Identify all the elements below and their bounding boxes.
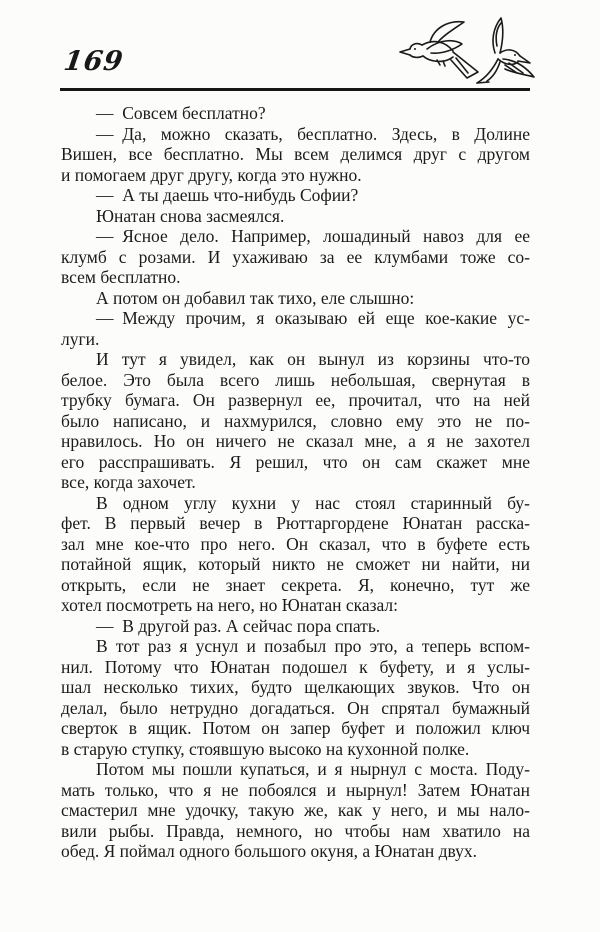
page-text	[61, 103, 530, 862]
text-line: — Да, можно сказать, бесплатно. Здесь, в Долине	[96, 123, 530, 144]
text-line: — Между прочим, я оказываю ей еще кое-какие ус-	[96, 308, 530, 328]
text-line: все, когда захочет.	[61, 472, 196, 492]
page-number: 169	[61, 46, 126, 77]
text-line: делал, было нетрудно догадаться. Он спрятал бумажный	[61, 697, 530, 718]
text-line: открыть, если не знает секрета. Я, конечно, тут же	[61, 574, 530, 595]
text-line: фет. В первый вечер в Рюттаргордене Юнатан расска-	[61, 513, 530, 533]
text-line: смастерил мне удочку, такую же, как у него, и мы нало-	[61, 800, 530, 820]
text-line: нил. Потому что Юнатан подошел к буфету, и я услы-	[61, 656, 530, 677]
doves-icon	[396, 14, 540, 88]
text-line: обед. Я поймал одного большого окуня, а Юнатан двух.	[61, 841, 478, 861]
text-line: клумб с розами. И ухаживаю за ее клумбами тоже со-	[61, 246, 530, 267]
text-line: в старую ступку, стоявшую высоко на кухонной полке.	[61, 738, 470, 759]
text-line: трубку бумага. Он развернул ее, прочитал, что на ней	[61, 390, 530, 410]
text-line: В одном углу кухни у нас стоял старинный бу-	[96, 492, 530, 513]
text-line: было написано, и нахмурился, словно ему это не по-	[61, 410, 530, 431]
text-line: всем бесплатно.	[61, 267, 181, 287]
text-line: нравилось. Но он ничего не сказал мне, а я не захотел	[61, 431, 530, 451]
text-line: А потом он добавил так тихо, еле слышно:	[96, 287, 415, 308]
text-line: Юнатан снова засмеялся.	[96, 205, 285, 226]
text-line: мать только, что я не побоялся и нырнул! Затем Юнатан	[61, 779, 530, 800]
text-line: и помогаем друг другу, когда это нужно.	[61, 164, 362, 185]
text-line: хотел посмотреть на него, но Юнатан сказал:	[61, 595, 399, 615]
text-line: потайной ящик, который никто не сможет ни найти, ни	[61, 554, 530, 574]
text-line: В тот раз я уснул и позабыл про это, а теперь вспом-	[96, 636, 530, 656]
text-line: — Ясное дело. Например, лошадиный навоз для ее	[96, 226, 530, 246]
text-line: И тут я увидел, как он вынул из корзины что-то	[96, 349, 530, 369]
text-line: луги.	[61, 328, 100, 349]
text-line: шал несколько тихих, будто щелкающих звуков. Что он	[61, 677, 530, 697]
text-line: Потом мы пошли купаться, и я нырнул с моста. Поду-	[96, 759, 530, 779]
text-line: его расспрашивать. Я решил, что он сам скажет мне	[61, 451, 530, 472]
text-line: Вишен, все бесплатно. Мы всем делимся друг с другом	[61, 144, 530, 164]
text-line: белое. Это была всего лишь небольшая, свернутая в	[61, 369, 530, 390]
text-line: вили рыбы. Правда, немного, но чтобы нам хватило на	[61, 820, 530, 841]
header-rule	[60, 88, 530, 91]
text-line: — В другой раз. А сейчас пора спать.	[96, 615, 381, 636]
text-line: сверток в ящик. Потом он запер буфет и положил ключ	[61, 718, 530, 738]
text-line: зал мне кое-что про него. Он сказал, что в буфете есть	[61, 533, 530, 554]
text-line: — Совсем бесплатно?	[96, 103, 266, 123]
text-line: — А ты даешь что-нибудь Софии?	[96, 185, 359, 205]
